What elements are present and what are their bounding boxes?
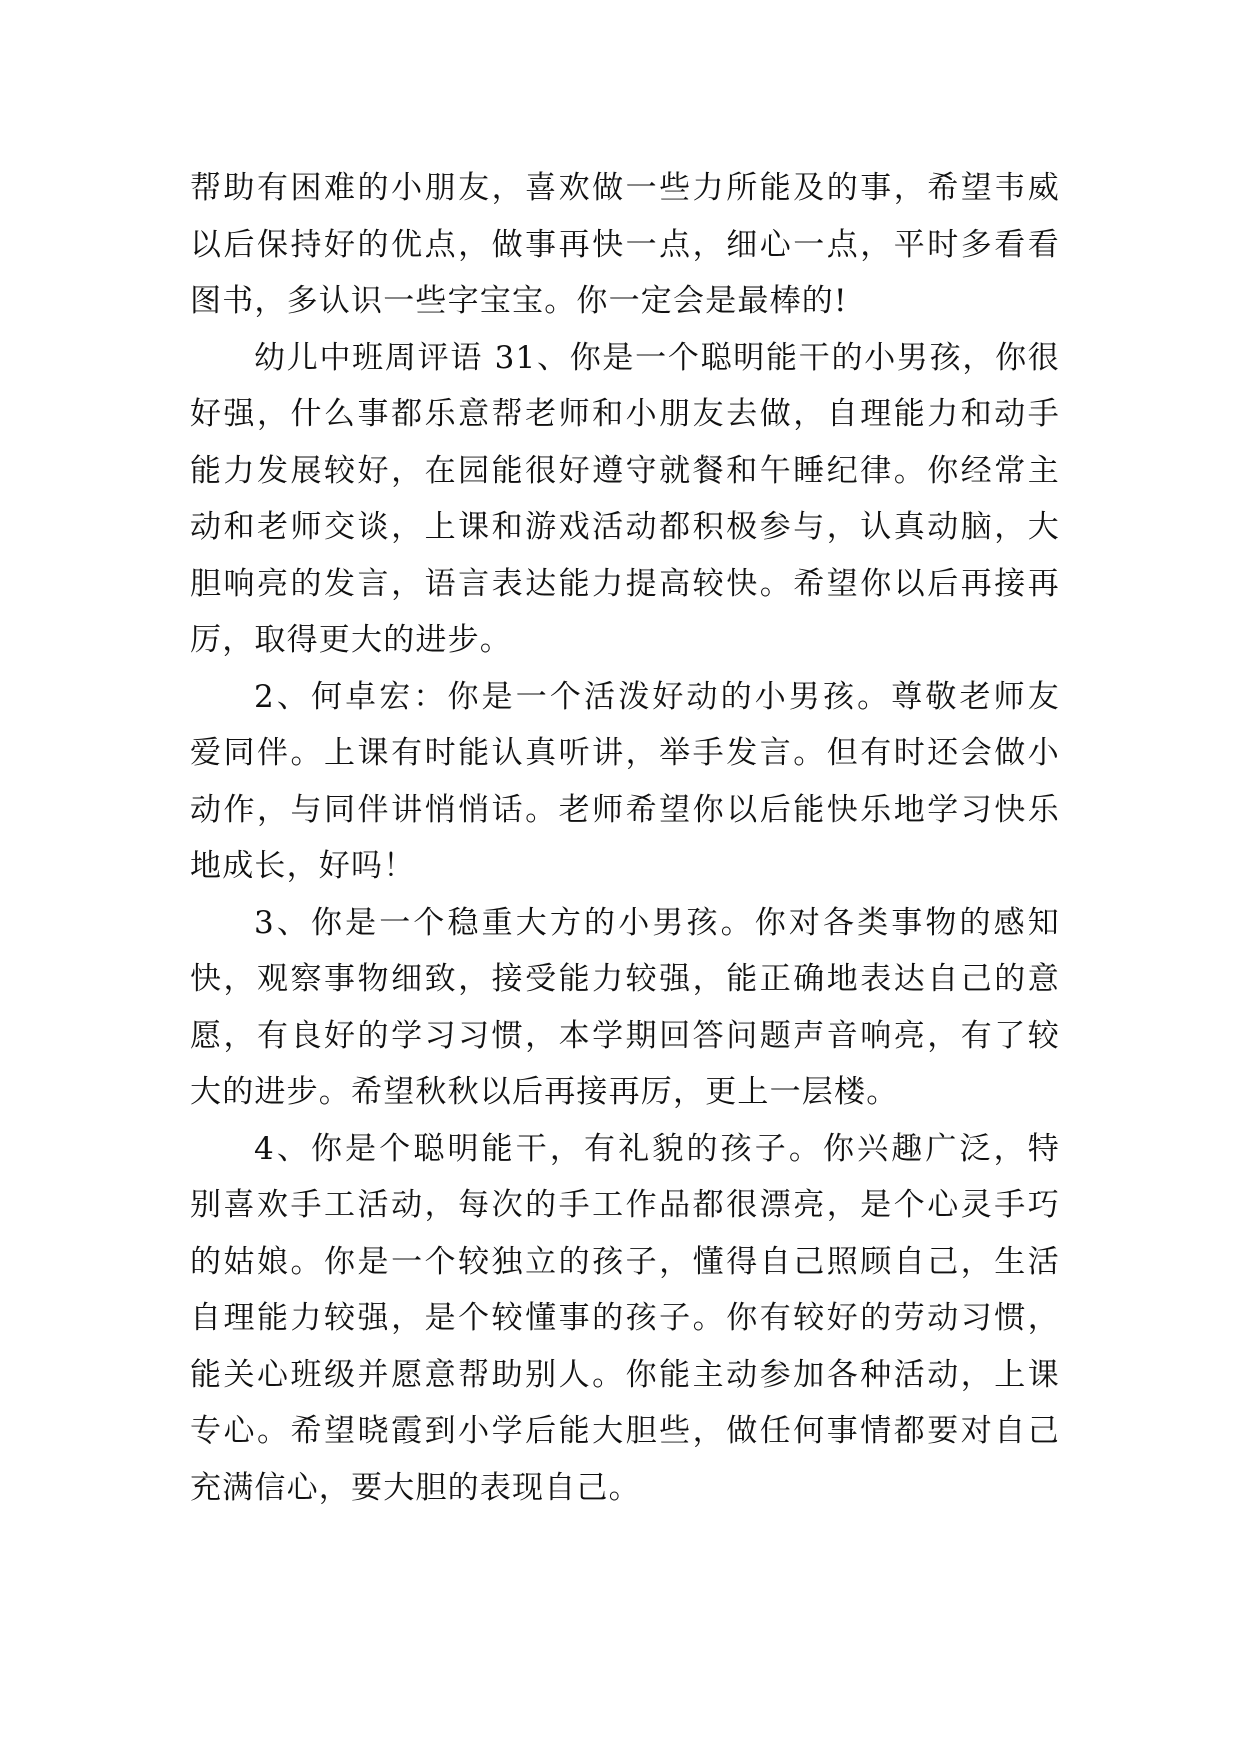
paragraph-3 xyxy=(190,669,1060,895)
text-line: 愿，有良好的学习习惯，本学期回答问题声音响亮，有了较 xyxy=(190,1017,1060,1054)
text-line: 自理能力较强，是个较懂事的孩子。你有较好的劳动习惯， xyxy=(190,1300,1060,1336)
text-line: 厉，取得更大的进步。 xyxy=(190,622,512,658)
text-line: 大的进步。希望秋秋以后再接再厉，更上一层楼。 xyxy=(190,1074,899,1110)
paragraph-5 xyxy=(190,1121,1060,1517)
text-line: 图书，多认识一些字宝宝。你一定会是最棒的! xyxy=(190,283,848,319)
paragraph-2 xyxy=(190,330,1060,669)
text-line: 好强，什么事都乐意帮老师和小朋友去做，自理能力和动手 xyxy=(190,396,1060,432)
text-line: 的姑娘。你是一个较独立的孩子，懂得自己照顾自己，生活 xyxy=(190,1243,1060,1280)
text-line: 专心。希望晓霞到小学后能大胆些，做任何事情都要对自己 xyxy=(190,1413,1060,1449)
text-line: 充满信心，要大胆的表现自己。 xyxy=(190,1469,641,1506)
text-line: 能力发展较好，在园能很好遵守就餐和午睡纪律。你经常主 xyxy=(190,452,1060,489)
text-line: 爱同伴。上课有时能认真听讲，举手发言。但有时还会做小 xyxy=(190,735,1060,771)
text-line: 动和老师交谈，上课和游戏活动都积极参与，认真动脑，大 xyxy=(190,509,1060,545)
text-line: 快，观察事物细致，接受能力较强，能正确地表达自己的意 xyxy=(190,961,1060,997)
text-line: 别喜欢手工活动，每次的手工作品都很漂亮，是个心灵手巧 xyxy=(190,1187,1060,1223)
text-line: 以后保持好的优点，做事再快一点，细心一点，平时多看看 xyxy=(190,226,1060,263)
text-line: 幼儿中班周评语 31、你是一个聪明能干的小男孩，你很 xyxy=(254,339,1060,376)
text-line: 动作，与同伴讲悄悄话。老师希望你以后能快乐地学习快乐 xyxy=(190,791,1060,828)
paragraph-4 xyxy=(190,895,1060,1121)
text-line: 胆响亮的发言，语言表达能力提高较快。希望你以后再接再 xyxy=(190,565,1060,602)
text-line: 4、你是个聪明能干，有礼貌的孩子。你兴趣广泛，特 xyxy=(254,1130,1060,1167)
text-line: 帮助有困难的小朋友，喜欢做一些力所能及的事，希望韦威 xyxy=(190,170,1060,206)
text-line: 能关心班级并愿意帮助别人。你能主动参加各种活动，上课 xyxy=(190,1356,1060,1393)
text-line: 地成长，好吗！ xyxy=(190,848,416,884)
text-line: 3、你是一个稳重大方的小男孩。你对各类事物的感知 xyxy=(254,904,1060,941)
text-line: 2、何卓宏：你是一个活泼好动的小男孩。尊敬老师友 xyxy=(254,678,1060,715)
paragraph-1 xyxy=(190,160,1060,330)
document-body xyxy=(190,160,1060,1516)
